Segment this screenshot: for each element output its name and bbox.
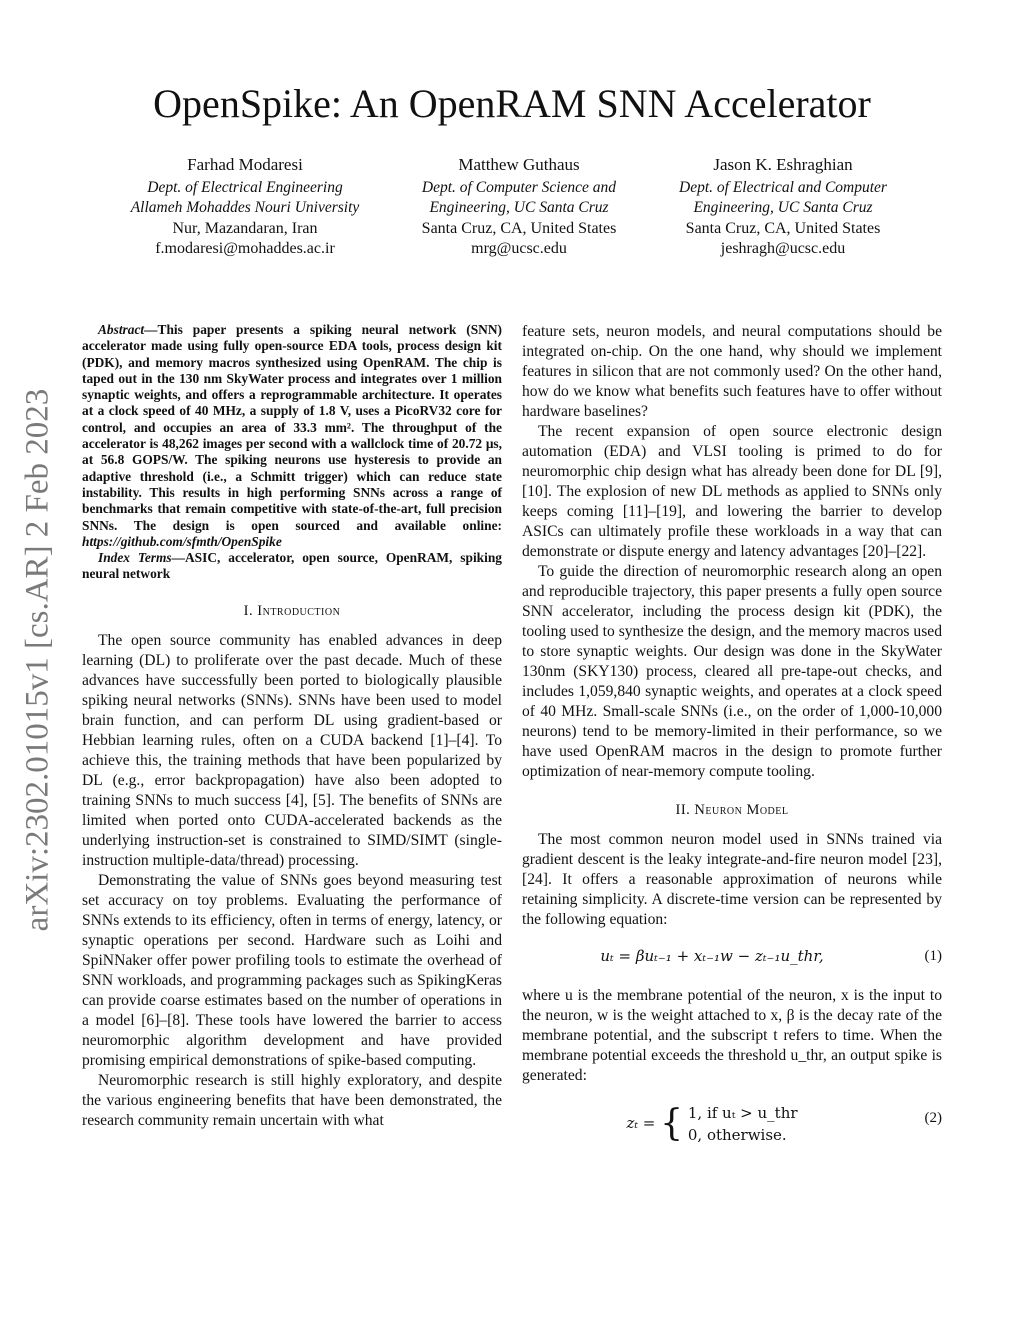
intro-paragraph-1: The open source community has enabled advances in deep learning (DL) to proliferate over the past decade. Much of these advances have successfully been ported to biologically plausible spiking neural networks (SNNs). SNNs have been used to model brain function, and can perform DL using gradient-based or Hebbian learning rules, often on a CUDA backend [1]–[4]. To achieve this, the training methods that have been popularized by DL (e.g., error backpropagation) have also been adopted to training SNNs to much success [4], [5]. The benefits of SNNs are limited when ported onto CUDA-accelerated backends as the underlying instruction-set is constrained to SIMD/SIMT (single-instruction multiple-data/thread) processing. xyxy=(82,631,502,869)
section-number: I. xyxy=(243,602,258,619)
left-brace-icon: { xyxy=(660,1103,684,1144)
equation-2-case-1: 1, if uₜ > u_thr xyxy=(687,1104,798,1122)
section-number: II. xyxy=(675,802,695,818)
equation-2 xyxy=(522,1092,942,1148)
right-column xyxy=(522,322,942,1154)
index-terms-label: Index Terms— xyxy=(98,550,186,566)
intro-paragraph-3: Neuromorphic research is still highly exploratory, and despite the various engineering benefits that have been demonstrated, the research community remain uncertain with what xyxy=(82,1071,502,1129)
author-email[interactable]: mrg@ucsc.edu xyxy=(471,240,567,257)
author-block-1 xyxy=(95,155,395,260)
equation-2-number: (2) xyxy=(924,1110,942,1126)
author-email[interactable]: jeshragh@ucsc.edu xyxy=(720,240,846,257)
author-name: Farhad Modaresi xyxy=(187,155,303,174)
section-heading-neuron-model xyxy=(522,800,942,820)
author-department: Dept. of Electrical and Computer xyxy=(679,178,887,196)
equation-2-cases xyxy=(688,1102,798,1146)
section-title: Introduction xyxy=(257,602,341,619)
abstract-url[interactable]: https://github.com/sfmth/OpenSpike xyxy=(82,533,282,549)
author-block-2 xyxy=(369,155,669,260)
author-location: Santa Cruz, CA, United States xyxy=(421,219,617,237)
abstract xyxy=(82,322,502,550)
arxiv-sidebar xyxy=(8,360,68,960)
author-block-3 xyxy=(633,155,933,260)
index-terms xyxy=(82,550,502,583)
neuron-paragraph-2: where u is the membrane potential of the neuron, x is the input to the neuron, w is the weight attached to x, β is the decay rate of the membrane potential, and the subscript t refers to time. When the membrane potential exceeds the threshold u_thr, an output spike is generated: xyxy=(522,987,942,1084)
right-paragraph-1: feature sets, neuron models, and neural computations should be integrated on-chip. On the one hand, why should we implement features in silicon that are not commonly used? On the other hand, how do we know what benefits such features have to offer without hardware baselines? xyxy=(522,323,942,420)
author-department: Dept. of Electrical Engineering xyxy=(147,178,343,196)
author-department: Dept. of Computer Science and xyxy=(421,178,617,196)
author-name: Jason K. Eshraghian xyxy=(713,155,853,174)
author-email[interactable]: f.modaresi@mohaddes.ac.ir xyxy=(155,240,335,257)
right-paragraph-2: The recent expansion of open source electronic design automation (EDA) and VLSI tooling is primed to do for neuromorphic chip design what has already been done for DL [9], [10]. The explosion of new DL methods as applied to SNNs only keeps coming [11]–[19], and lowering the barrier to develop ASICs can ultimately profile these workloads in a way that can demonstrate or dispute energy and latency advantages [20]–[22]. xyxy=(522,423,942,560)
right-paragraph-3: To guide the direction of neuromorphic research along an open and reproducible trajectory, this paper presents a fully open source SNN accelerator, including the process design kit (PDK), the tooling used to synthesize the design, and the memory macros used to store synaptic weights. Our design was done in the SkyWater 130nm (SKY130) process, cleared all pre-tape-out checks, and includes 1,059,840 synaptic weights, and operates at a clock speed of 40 MHz. Small-scale SNNs (i.e., on the order of 1,000-10,000 neurons) tend to be memory-limited in their performance, so we have used OpenRAM macros in the design to promote further optimization of near-memory compute tooling. xyxy=(522,563,942,780)
arxiv-identifier: arXiv:2302.01015v1 [cs.AR] 2 Feb 2023 xyxy=(19,388,56,932)
abstract-label: Abstract— xyxy=(98,322,158,337)
author-institution: Allameh Mohaddes Nouri University xyxy=(130,199,360,216)
intro-paragraph-2: Demonstrating the value of SNNs goes beyond measuring test set accuracy on toy problems. Evaluating the performance of SNNs extends to its efficiency, often in terms of energy, latency, or synaptic operations per second. Hardware such as Loihi and SpiNNaker offer power profiling tools to estimate the overhead of SNN workloads, and programming packages such as SpikingKeras can provide coarse estimates based on the number of operations in a model [6]–[8]. These tools have lowered the barrier to access neuromorphic algorithm development and have provided promising empirical demonstrations of spike-based computing. xyxy=(82,871,502,1069)
author-institution: Engineering, UC Santa Cruz xyxy=(693,199,873,216)
author-name: Matthew Guthaus xyxy=(458,155,580,174)
equation-2-lhs: zₜ = xyxy=(626,1114,656,1132)
left-column xyxy=(82,322,502,1131)
author-institution: Engineering, UC Santa Cruz xyxy=(429,199,609,216)
equation-1-body: uₜ = βuₜ₋₁ + xₜ₋₁w − zₜ₋₁u_thr, xyxy=(600,947,824,965)
section-heading-introduction xyxy=(82,601,502,621)
section-title: Neuron Model xyxy=(694,802,789,818)
neuron-paragraph-1: The most common neuron model used in SNNs trained via gradient descent is the leaky integrate-and-fire neuron model [23], [24]. It offers a reasonable approximation of neurons while retaining simplicity. A discrete-time version can be represented by the following equation: xyxy=(522,831,942,928)
equation-1-number: (1) xyxy=(924,948,942,964)
author-location: Nur, Mazandaran, Iran xyxy=(172,219,318,237)
equation-2-case-2: 0, otherwise. xyxy=(687,1126,787,1144)
author-location: Santa Cruz, CA, United States xyxy=(685,219,881,237)
abstract-text: This paper presents a spiking neural network (SNN) accelerator made using fully open-source EDA tools, process design kit (PDK), and memory macros synthesized using OpenRAM. The chip is taped out in the 130 nm SkyWater process and integrates over 1 million synaptic weights, and offers a reprogrammable architecture. It operates at a clock speed of 40 MHz, a supply of 1.8 V, uses a PicoRV32 core for control, and occupies an area of 33.3 mm². The throughput of the accelerator is 48,262 images per second with a wallclock time of 20.72 μs, at 56.8 GOPS/W. The spiking neurons use hysteresis to provide an adaptive threshold (i.e., a Schmitt trigger) which can reduce state instability. This results in high performing SNNs across a range of benchmarks that remain competitive with state-of-the-art, full precision SNNs. The design is open sourced and available online: xyxy=(82,322,502,533)
index-terms-text: ASIC, accelerator, open source, OpenRAM, spiking neural network xyxy=(82,550,502,582)
paper-title: OpenSpike: An OpenRAM SNN Accelerator xyxy=(153,81,871,126)
equation-2-body xyxy=(522,1102,902,1146)
equation-1 xyxy=(522,936,942,980)
